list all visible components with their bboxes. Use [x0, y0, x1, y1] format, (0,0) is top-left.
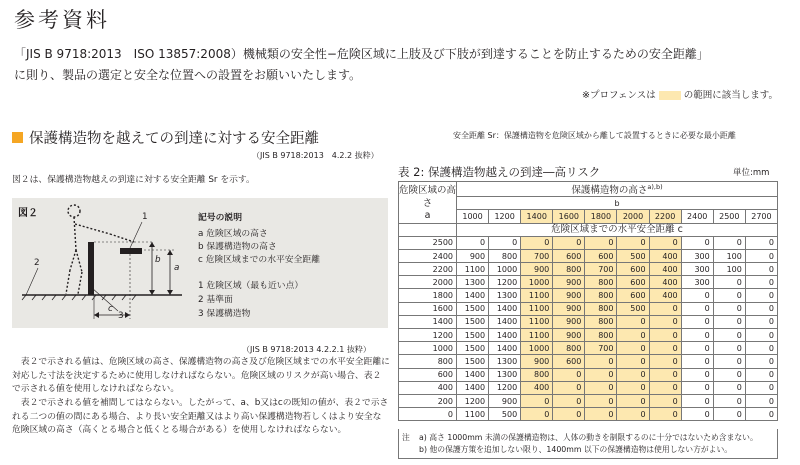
- column-header-1400: 1400: [521, 210, 553, 223]
- col-sym-cell: [457, 197, 778, 210]
- table-cell: 600: [617, 263, 649, 276]
- table-cell: 100: [713, 249, 745, 262]
- table-cell: 700: [521, 249, 553, 262]
- row-a-value: 2400: [399, 249, 457, 262]
- row-a-value: 400: [399, 381, 457, 394]
- table-cell: 0: [649, 342, 681, 355]
- table-cell: 1200: [489, 276, 521, 289]
- table-unit: 単位:mm: [733, 168, 770, 178]
- table-cell: 0: [649, 355, 681, 368]
- column-header-2000: 2000: [617, 210, 649, 223]
- table-row: [399, 276, 778, 289]
- table-cell: 0: [681, 408, 713, 421]
- page-title: 参考資料: [14, 8, 110, 32]
- table-row: [399, 408, 778, 421]
- legend-item-b: b 保護構造物の高さ: [198, 242, 277, 252]
- table-cell: 0: [745, 249, 777, 262]
- legend-number-1: 1 危険区域（最も近い点）: [198, 281, 304, 291]
- table-cell: 0: [681, 315, 713, 328]
- table-cell: 900: [553, 302, 585, 315]
- table-cell: 0: [617, 329, 649, 342]
- table-cell: 900: [553, 276, 585, 289]
- table-row: [399, 302, 778, 315]
- table-cell: 400: [649, 289, 681, 302]
- table-cell: 800: [585, 276, 617, 289]
- table-cell: 900: [553, 329, 585, 342]
- table-cell: 1500: [457, 302, 489, 315]
- risk-table: [398, 181, 778, 421]
- table-cell: 1100: [521, 302, 553, 315]
- table-cell: 0: [713, 394, 745, 407]
- table-cell: 1400: [457, 368, 489, 381]
- table-cell: 300: [681, 263, 713, 276]
- figure-2: [12, 198, 388, 328]
- table-cell: 0: [713, 342, 745, 355]
- table-cell: 0: [713, 329, 745, 342]
- table-cell: 600: [617, 289, 649, 302]
- intro-line-2: に則り、製品の選定と安全な位置への設置をお願いいたします。: [14, 68, 362, 82]
- column-header-2700: 2700: [745, 210, 777, 223]
- legend-item-a: a 危険区域の高さ: [198, 229, 268, 239]
- table-cell: 1100: [521, 329, 553, 342]
- table-cell: 800: [585, 329, 617, 342]
- table-row: [399, 249, 778, 262]
- row-header: 危険区域の高さ: [399, 184, 457, 209]
- table-cell: 1500: [457, 355, 489, 368]
- callout-2: 2: [34, 258, 40, 268]
- table-cell: 1000: [521, 276, 553, 289]
- dim-b-label: b: [155, 255, 161, 265]
- table-cell: 0: [521, 408, 553, 421]
- table-cell: 800: [585, 315, 617, 328]
- dim-c-label: c: [108, 304, 113, 314]
- row-a-value: 2000: [399, 276, 457, 289]
- table-cell: 400: [649, 249, 681, 262]
- table-cell: 900: [553, 289, 585, 302]
- table-cell: 0: [649, 394, 681, 407]
- table-cell: 1400: [457, 381, 489, 394]
- table-cell: 800: [553, 263, 585, 276]
- table-cell: 0: [649, 302, 681, 315]
- table-cell: 0: [649, 315, 681, 328]
- table-cell: 0: [521, 394, 553, 407]
- row-header-sym: a: [424, 209, 431, 221]
- col-header-cell: [457, 182, 778, 197]
- table-cell: 0: [553, 408, 585, 421]
- table-cell: 0: [457, 236, 489, 249]
- table-row: [399, 381, 778, 394]
- table-cell: 100: [713, 263, 745, 276]
- ref-2: （JIS B 9718:2013 4.2.2.1 抜粋）: [242, 345, 371, 354]
- table-cell: 0: [585, 381, 617, 394]
- table-cell: 1400: [489, 302, 521, 315]
- table-cell: 0: [745, 236, 777, 249]
- table-cell: 0: [553, 381, 585, 394]
- table-cell: 1100: [521, 289, 553, 302]
- row-a-value: 1400: [399, 315, 457, 328]
- row-a-value: 1800: [399, 289, 457, 302]
- table-cell: 0: [713, 236, 745, 249]
- table-cell: 0: [585, 408, 617, 421]
- profence-note-prefix: ※プロフェンスは: [582, 90, 656, 101]
- row-a-value: 1000: [399, 342, 457, 355]
- table-cell: 0: [649, 408, 681, 421]
- table-cell: 1300: [489, 289, 521, 302]
- table-cell: 300: [681, 249, 713, 262]
- table-cell: 0: [745, 315, 777, 328]
- table-row: [399, 236, 778, 249]
- table-cell: 800: [553, 342, 585, 355]
- table-cell: 0: [745, 394, 777, 407]
- section-title: 保護構造物を越えての到達に対する安全距離: [29, 131, 319, 147]
- table-row: [399, 355, 778, 368]
- table-cell: 1500: [457, 315, 489, 328]
- table-cell: 0: [713, 315, 745, 328]
- table-cell: 0: [585, 236, 617, 249]
- column-header-1600: 1600: [553, 210, 585, 223]
- table-cell: 400: [649, 263, 681, 276]
- table-cell: 0: [713, 302, 745, 315]
- row-a-value: 1600: [399, 302, 457, 315]
- table-cell: 0: [681, 236, 713, 249]
- table-cell: 0: [713, 276, 745, 289]
- table-cell: 0: [745, 329, 777, 342]
- table-cell: 700: [585, 263, 617, 276]
- table-cell: 1000: [489, 263, 521, 276]
- legend-item-c: c 危険区域までの水平安全距離: [198, 255, 320, 265]
- row-a-value: 200: [399, 394, 457, 407]
- note-a: a) 高さ 1000mm 未満の保護構造物は、人体の動きを制限するのに十分ではないため含まない。: [419, 433, 758, 442]
- table-cell: 500: [617, 302, 649, 315]
- table-cell: 1300: [489, 368, 521, 381]
- table-cell: 0: [585, 355, 617, 368]
- table-cell: 1200: [457, 394, 489, 407]
- table-cell: 1400: [489, 315, 521, 328]
- table-cell: 0: [745, 276, 777, 289]
- table-cell: 0: [553, 368, 585, 381]
- table-cell: 600: [553, 355, 585, 368]
- table-cell: 0: [713, 355, 745, 368]
- risk-table-body: [399, 236, 778, 421]
- profence-note-suffix: の範囲に該当します。: [683, 90, 778, 101]
- dim-a-label: a: [174, 263, 180, 273]
- table-cell: 0: [745, 368, 777, 381]
- paragraph-2: 表２で示される値を補間してはならない。したがって、a、b又はcの既知の値が、表２で示される二つの値の間にある場合、より長い安全距離又はより高い保護構造物若しくはより安全な危険区域の高さ（高くとる場合と低くとる場合がある）を使用しなければならない。: [12, 398, 389, 436]
- table-cell: 800: [585, 302, 617, 315]
- intro-line-1: 「JIS B 9718:2013 ISO 13857:2008）機械類の安全性−危険区域に上肢及び下肢が到達することを防止するための安全距離」: [14, 47, 709, 61]
- table-cell: 0: [745, 408, 777, 421]
- table-cell: 1500: [457, 329, 489, 342]
- col-header-note: a),b): [647, 183, 663, 191]
- table-cell: 600: [617, 276, 649, 289]
- table-cell: 900: [553, 315, 585, 328]
- table-cell: 1500: [457, 342, 489, 355]
- section-marker-icon: [12, 132, 23, 143]
- table-cell: 0: [681, 342, 713, 355]
- row-a-value: 2500: [399, 236, 457, 249]
- table-cell: 0: [681, 302, 713, 315]
- table-row: [399, 263, 778, 276]
- row-a-value: 1200: [399, 329, 457, 342]
- table-row: [399, 342, 778, 355]
- table-cell: 0: [649, 236, 681, 249]
- table-cell: 0: [713, 408, 745, 421]
- table-cell: 0: [617, 381, 649, 394]
- table-cell: 0: [745, 289, 777, 302]
- column-header-2400: 2400: [681, 210, 713, 223]
- empty-corner-cell: [399, 223, 457, 236]
- row-a-value: 800: [399, 355, 457, 368]
- table-cell: 0: [617, 394, 649, 407]
- table-cell: 0: [681, 329, 713, 342]
- callout-1: 1: [142, 212, 148, 222]
- table-cell: 0: [617, 355, 649, 368]
- safety-distance-note: 安全距離 Sr：保護構造物を危険区域から離して設置するときに必要な最小距離: [453, 131, 736, 140]
- table-cell: 600: [553, 249, 585, 262]
- table-cell: 0: [521, 236, 553, 249]
- table-cell: 1100: [457, 408, 489, 421]
- column-header-1800: 1800: [585, 210, 617, 223]
- legend-title: 記号の説明: [198, 213, 242, 223]
- table-cell: 0: [745, 355, 777, 368]
- table-cell: 500: [617, 249, 649, 262]
- table-cell: 0: [489, 236, 521, 249]
- table-cell: 0: [681, 355, 713, 368]
- figure-label: 図２: [18, 208, 38, 219]
- table-notes: [398, 429, 778, 459]
- legend-number-3: 3 保護構造物: [198, 309, 251, 319]
- highlight-swatch: [659, 91, 681, 100]
- table-cell: 0: [681, 394, 713, 407]
- table-cell: 0: [553, 236, 585, 249]
- table-cell: 900: [521, 263, 553, 276]
- table-cell: 0: [745, 342, 777, 355]
- table-cell: 0: [617, 342, 649, 355]
- table-cell: 1400: [489, 329, 521, 342]
- table-cell: 0: [617, 315, 649, 328]
- table-cell: 900: [489, 394, 521, 407]
- table-cell: 500: [489, 408, 521, 421]
- table-cell: 300: [681, 276, 713, 289]
- table-cell: 0: [585, 394, 617, 407]
- table-row: [399, 368, 778, 381]
- sub-header: 危険区域までの水平安全距離 c: [551, 224, 683, 236]
- column-header-2200: 2200: [649, 210, 681, 223]
- sub-header-cell: [457, 223, 778, 236]
- table-cell: 0: [617, 408, 649, 421]
- column-header-1200: 1200: [489, 210, 521, 223]
- table-cell: 0: [681, 381, 713, 394]
- table-row: [399, 394, 778, 407]
- table-cell: 600: [585, 249, 617, 262]
- table-cell: 0: [681, 368, 713, 381]
- section-heading: [12, 127, 319, 148]
- table-cell: 800: [585, 289, 617, 302]
- table-cell: 400: [521, 381, 553, 394]
- table-row: [399, 329, 778, 342]
- table-cell: 1100: [521, 315, 553, 328]
- table-title: 表 2: 保護構造物越えの到達―高リスク: [398, 165, 601, 179]
- col-header: 保護構造物の高さ: [571, 185, 648, 197]
- table-cell: 800: [521, 368, 553, 381]
- table-cell: 0: [649, 368, 681, 381]
- table-cell: 1100: [457, 263, 489, 276]
- table-cell: 0: [617, 368, 649, 381]
- column-header-1000: 1000: [457, 210, 489, 223]
- table-cell: 0: [553, 394, 585, 407]
- row-header-cell: [399, 182, 457, 224]
- section-ref: （JIS B 9718:2013 4.2.2 抜粋）: [252, 151, 379, 160]
- table-row: [399, 289, 778, 302]
- table-cell: 0: [649, 329, 681, 342]
- table-cell: 0: [649, 381, 681, 394]
- table-cell: 900: [457, 249, 489, 262]
- col-sym: b: [614, 198, 620, 208]
- row-a-value: 2200: [399, 263, 457, 276]
- table-cell: 0: [585, 368, 617, 381]
- table-cell: 1400: [489, 342, 521, 355]
- table-cell: 0: [617, 236, 649, 249]
- row-a-value: 0: [399, 408, 457, 421]
- table-cell: 0: [745, 302, 777, 315]
- table-cell: 0: [681, 289, 713, 302]
- table-cell: 0: [745, 263, 777, 276]
- table-row: [399, 315, 778, 328]
- figure-intro: 図２は、保護構造物越えの到達に対する安全距離 Sr を示す。: [12, 175, 255, 185]
- note-label: 注: [402, 433, 410, 442]
- table-cell: 1000: [521, 342, 553, 355]
- table-cell: 900: [521, 355, 553, 368]
- note-b: b) 他の保護方策を追加しない限り、1400mm 以下の保護構造物は使用しない方がよい。: [419, 445, 733, 454]
- profence-note: [582, 87, 778, 101]
- table-cell: 700: [585, 342, 617, 355]
- table-cell: 0: [713, 289, 745, 302]
- table-cell: 1400: [457, 289, 489, 302]
- table-cell: 1300: [457, 276, 489, 289]
- table-cell: 0: [745, 381, 777, 394]
- paragraph-1: 表２で示される値は、危険区域の高さ、保護構造物の高さ及び危険区域までの水平安全距離に対応した寸法を決定するために使用しなければならない。危険区域のリスクが高い場合、表２で示される値を使用しなければならない。: [12, 357, 390, 395]
- column-header-2500: 2500: [713, 210, 745, 223]
- table-cell: 0: [713, 381, 745, 394]
- row-a-value: 600: [399, 368, 457, 381]
- callout-3: 3: [118, 311, 124, 321]
- table-cell: 800: [489, 249, 521, 262]
- table-cell: 0: [713, 368, 745, 381]
- table-cell: 1200: [489, 381, 521, 394]
- table-cell: 400: [649, 276, 681, 289]
- table-cell: 1300: [489, 355, 521, 368]
- legend-number-2: 2 基準面: [198, 295, 233, 305]
